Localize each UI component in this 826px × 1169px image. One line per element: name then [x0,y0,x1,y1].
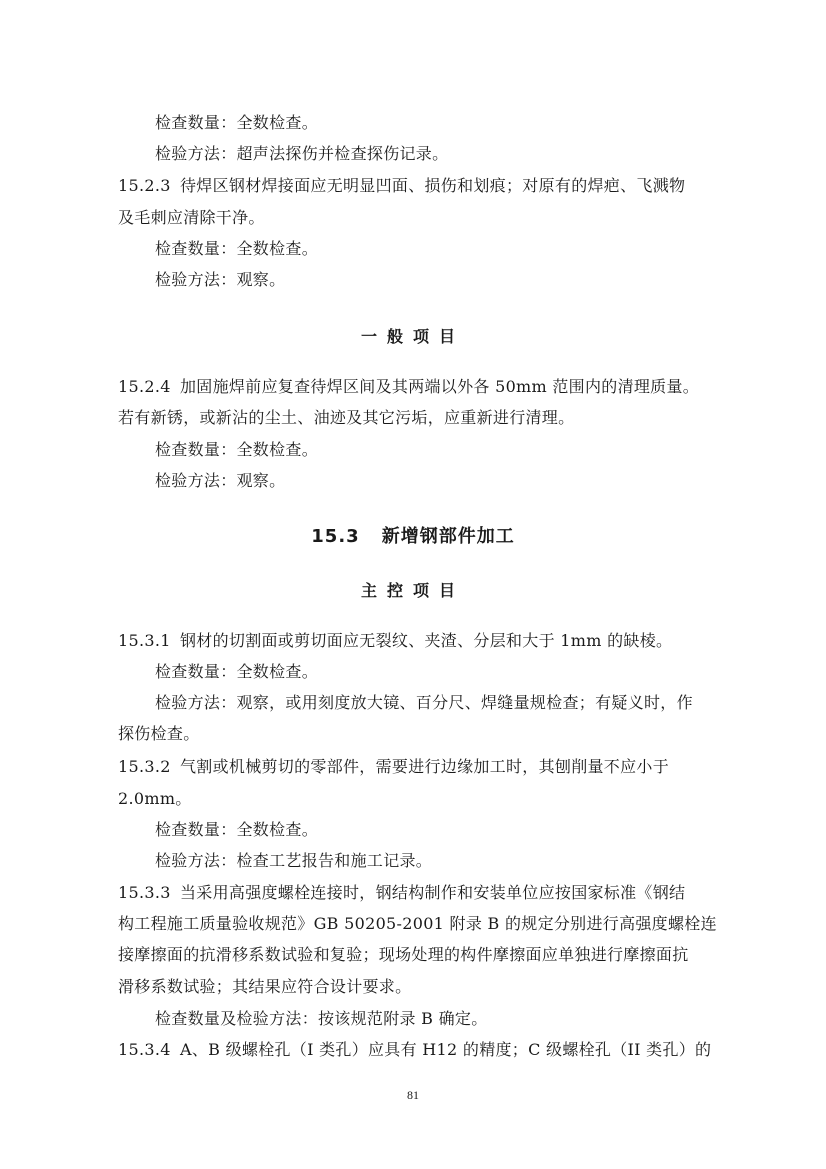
clause-continuation: 若有新锈，或新沾的尘土、油迹及其它污垢，应重新进行清理。 [118,408,575,427]
clause-text: A、B 级螺栓孔（I 类孔）应具有 H12 的精度；C 级螺栓孔（II 类孔）的 [180,1040,712,1059]
inspection-method-line: 检验方法：超声法探伤并检查探伤记录。 [155,144,449,163]
inspection-method-line: 检验方法：观察。 [155,471,286,490]
clause-continuation: 2.0mm。 [118,789,192,808]
clause-number: 15.3.4 [118,1040,171,1059]
section-heading [0,522,826,548]
clause-number: 15.3.3 [118,883,171,902]
clause-15-3-3 [118,882,708,904]
inspection-quantity-line: 检查数量：全数检查。 [155,820,319,839]
inspection-quantity-line: 检查数量：全数检查。 [155,239,319,258]
clause-number: 15.3.1 [118,631,171,650]
inspection-method-line: 检验方法：观察。 [155,270,286,289]
inspection-quantity-line: 检查数量：全数检查。 [155,113,319,132]
general-items-heading: 一般项目 [360,327,465,346]
clause-number: 15.3.2 [118,757,171,776]
inspection-method-line: 检验方法：检查工艺报告和施工记录。 [155,851,433,870]
inspection-quantity-line: 检查数量：全数检查。 [155,440,319,459]
clause-15-3-1 [118,630,708,652]
clause-15-3-4 [118,1039,712,1061]
clause-continuation: 滑移系数试验；其结果应符合设计要求。 [118,977,412,996]
inspection-quantity-method-line: 检查数量及检验方法：按该规范附录 B 确定。 [155,1009,488,1028]
clause-text: 加固施焊前应复查待焊区间及其两端以外各 50mm 范围内的清理质量。 [180,377,700,396]
clause-continuation: 构工程施工质量验收规范》GB 50205-2001 附录 B 的规定分别进行高强度螺栓连 [118,914,717,933]
inspection-method-line: 检验方法：观察，或用刻度放大镜、百分尺、焊缝量规检查；有疑义时，作 [155,693,693,712]
clause-text: 气割或机械剪切的零部件，需要进行边缘加工时，其刨削量不应小于 [180,757,670,776]
clause-text: 当采用高强度螺栓连接时，钢结构制作和安装单位应按国家标准《钢结 [180,883,686,902]
clause-number: 15.2.3 [118,176,171,195]
clause-text: 待焊区钢材焊接面应无明显凹面、损伤和划痕；对原有的焊疤、飞溅物 [180,176,686,195]
clause-text: 钢材的切割面或剪切面应无裂纹、夹渣、分层和大于 1mm 的缺棱。 [180,631,673,650]
clause-continuation: 探伤检查。 [118,724,200,743]
clause-15-2-4 [118,376,708,398]
clause-15-2-3 [118,175,708,197]
inspection-quantity-line: 检查数量：全数检查。 [155,662,319,681]
clause-continuation: 及毛刺应清除干净。 [118,208,265,227]
main-control-items-heading: 主控项目 [360,581,465,600]
clause-15-3-2 [118,756,708,778]
clause-continuation: 接摩擦面的抗滑移系数试验和复验；现场处理的构件摩擦面应单独进行摩擦面抗 [118,945,689,964]
section-title: 新增钢部件加工 [381,526,515,547]
clause-number: 15.2.4 [118,377,171,396]
page-number: 81 [407,1088,419,1102]
section-number: 15.3 [311,526,360,547]
